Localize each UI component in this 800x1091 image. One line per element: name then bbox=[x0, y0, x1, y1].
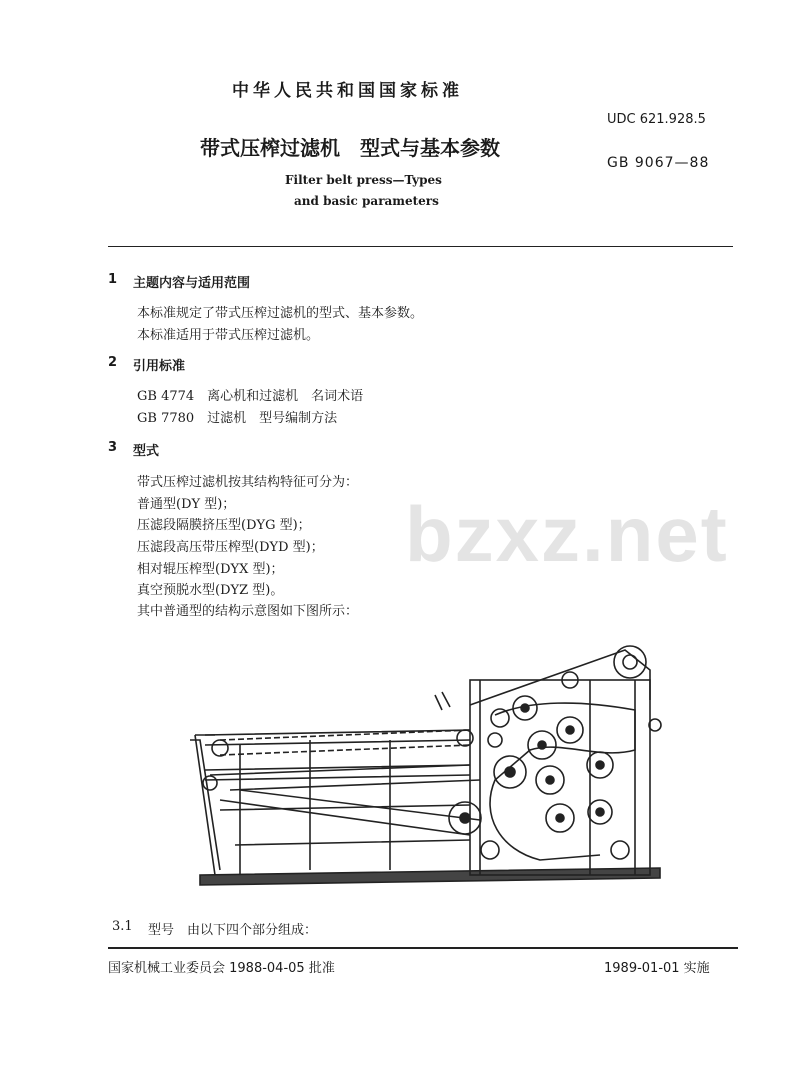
left-frame-leg bbox=[190, 735, 220, 875]
section-3-heading: 型式 bbox=[133, 444, 160, 459]
section-3-line: 压滤段高压带压榨型(DYD 型)； bbox=[137, 540, 324, 555]
filter-belt-press-diagram bbox=[180, 640, 680, 900]
section-1-heading: 主题内容与适用范围 bbox=[133, 276, 251, 291]
upper-drive-arm bbox=[470, 650, 650, 705]
section-3-number: 3 bbox=[108, 440, 118, 455]
subsection-3-1-number: 3.1 bbox=[112, 919, 133, 934]
section-1-number: 1 bbox=[108, 272, 118, 287]
section-3-line: 相对辊压榨型(DYX 型)； bbox=[137, 562, 284, 577]
header-divider bbox=[108, 246, 733, 247]
standard-number: GB 9067—88 bbox=[607, 155, 710, 171]
effective-date: 1989-01-01 实施 bbox=[604, 961, 710, 976]
lower-frame-beam bbox=[220, 805, 470, 845]
section-2-heading: 引用标准 bbox=[133, 359, 186, 374]
section-3-line: 真空预脱水型(DYZ 型)。 bbox=[137, 583, 284, 598]
section-1-line: 本标准适用于带式压榨过滤机。 bbox=[137, 328, 320, 343]
english-title-line1: Filter belt press—Types bbox=[285, 173, 442, 187]
subsection-3-1-text: 型号 由以下四个部分组成： bbox=[148, 923, 318, 938]
section-2-number: 2 bbox=[108, 355, 118, 370]
feed-arrow bbox=[435, 692, 450, 710]
reference-standard: GB 7780 过滤机 型号编制方法 bbox=[137, 411, 338, 426]
section-3-line: 普通型(DY 型)； bbox=[137, 497, 236, 512]
watermark: bzxz.net bbox=[405, 490, 729, 578]
press-belt bbox=[220, 790, 480, 835]
document-title: 带式压榨过滤机 型式与基本参数 bbox=[200, 136, 500, 160]
base-frame bbox=[200, 868, 660, 885]
footer-divider bbox=[108, 947, 738, 949]
section-3-line: 带式压榨过滤机按其结构特征可分为： bbox=[137, 475, 359, 490]
section-1-line: 本标准规定了带式压榨过滤机的型式、基本参数。 bbox=[137, 306, 424, 321]
english-title-line2: and basic parameters bbox=[294, 194, 439, 208]
section-3-line: 压滤段隔膜挤压型(DYG 型)； bbox=[137, 518, 311, 533]
section-3-line: 其中普通型的结构示意图如下图所示： bbox=[137, 604, 359, 619]
national-standard-heading: 中华人民共和国国家标准 bbox=[232, 81, 463, 101]
press-belt-path bbox=[490, 703, 635, 860]
approval-statement: 国家机械工业委员会 1988-04-05 批准 bbox=[108, 961, 335, 976]
reference-standard: GB 4774 离心机和过滤机 名词术语 bbox=[137, 389, 364, 404]
udc-code: UDC 621.928.5 bbox=[607, 112, 706, 127]
